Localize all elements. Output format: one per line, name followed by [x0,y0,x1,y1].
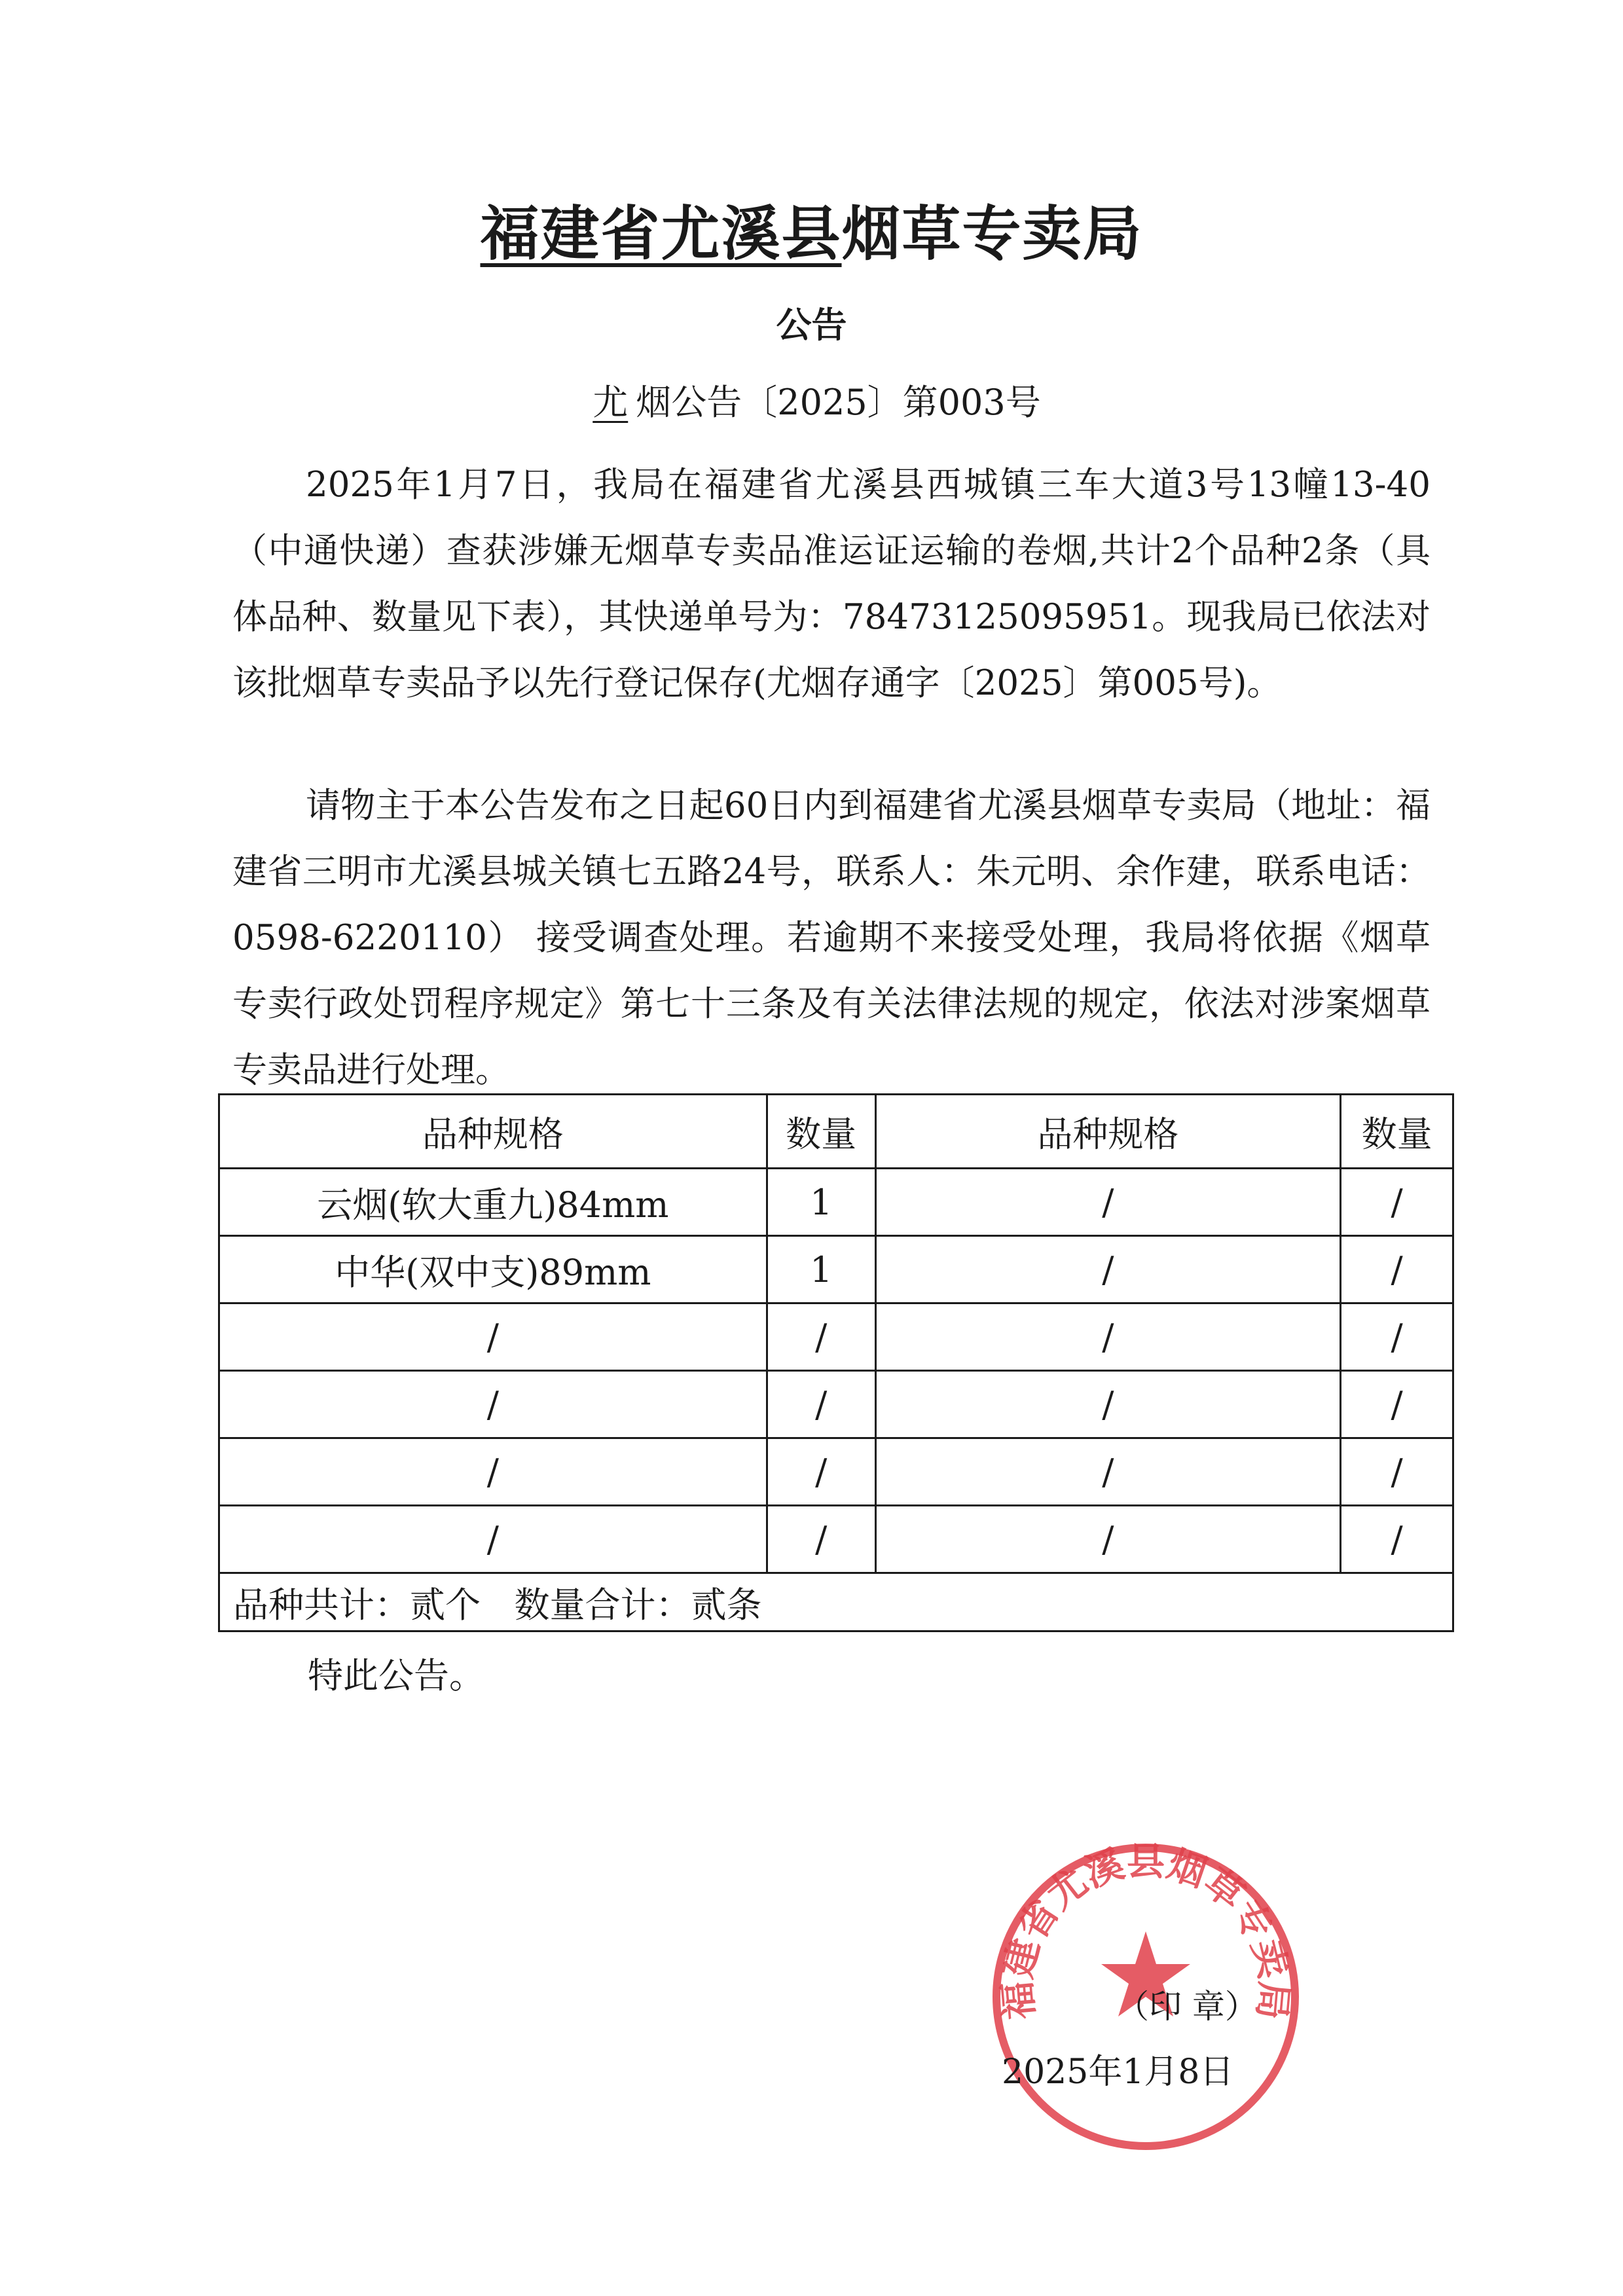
table-row [219,1438,1453,1506]
table-cell: 中华(双中支)89mm [219,1236,767,1303]
table-cell: 1 [767,1169,875,1236]
table-header-row [219,1095,1453,1169]
table-total-cell: 品种共计：贰个 数量合计：贰条 [219,1573,1453,1631]
table-total-row [219,1573,1453,1631]
table-cell: 1 [767,1236,875,1303]
table-cell: / [219,1371,767,1438]
table-cell: / [875,1506,1341,1573]
body-paragraph-1: 2025年1月7日，我局在福建省尤溪县西城镇三车大道3号13幢13-40（中通快递）查获涉嫌无烟草专卖品准运证运输的卷烟,共计2个品种2条（具体品种、数量见下表），其快递单号为：78473125095951。现我局已依法对该批烟草专卖品予以先行登记保存(尤烟存通字〔2025〕第005号)。 [232,465,1431,703]
table-row [219,1236,1453,1303]
title-underlined-part: 福建省尤溪县 [480,200,842,268]
document-number [0,380,1623,426]
table-header-cell: 数量 [767,1095,875,1169]
table-cell: / [875,1438,1341,1506]
table-cell: / [767,1371,875,1438]
table-row [219,1506,1453,1573]
table-row [219,1169,1453,1236]
table-cell: / [219,1438,767,1506]
table-cell: / [767,1438,875,1506]
table-header-cell: 数量 [1341,1095,1453,1169]
table-cell: 云烟(软大重九)84mm [219,1169,767,1236]
table-cell: / [1341,1506,1453,1573]
table-cell: / [219,1303,767,1371]
seized-items-table [218,1093,1454,1632]
body-paragraph-2: 请物主于本公告发布之日起60日内到福建省尤溪县烟草专卖局（地址：福建省三明市尤溪县城关镇七五路24号，联系人：朱元明、余作建，联系电话：0598-6220110） 接受调查处理。若逾期不来接受处理，我局将依据《烟草专卖行政处罚程序规定》第七十三条及有关法律法规的规定，依法对涉案烟草专卖品进行处理。 [232,786,1431,1090]
document-number-prefix: 尤 [593,382,629,423]
table-cell: / [875,1236,1341,1303]
table-cell: / [1341,1169,1453,1236]
document-subtitle: 公告 [776,304,847,346]
table-header-cell: 品种规格 [875,1095,1341,1169]
table-cell: / [1341,1303,1453,1371]
table-header-cell: 品种规格 [219,1095,767,1169]
table-cell: / [1341,1236,1453,1303]
table-cell: / [1341,1371,1453,1438]
title-rest: 烟草专卖局 [841,200,1143,268]
seal-text: 福建省尤溪县烟草专卖局 [994,1839,1297,2022]
table-cell: / [875,1303,1341,1371]
document-number-rest: 烟公告〔2025〕第003号 [636,382,1041,423]
table-cell: / [1341,1438,1453,1506]
table-cell: / [875,1371,1341,1438]
document-title [0,195,1623,274]
table-cell: / [219,1506,767,1573]
table-row [219,1371,1453,1438]
closing-remark: 特此公告。 [308,1655,484,1696]
table-cell: / [875,1169,1341,1236]
table-cell: / [767,1303,875,1371]
seal-label: （印 章） [1116,1988,1258,2026]
table-row [219,1303,1453,1371]
table-cell: / [767,1506,875,1573]
issue-date: 2025年1月8日 [1002,2052,1234,2092]
